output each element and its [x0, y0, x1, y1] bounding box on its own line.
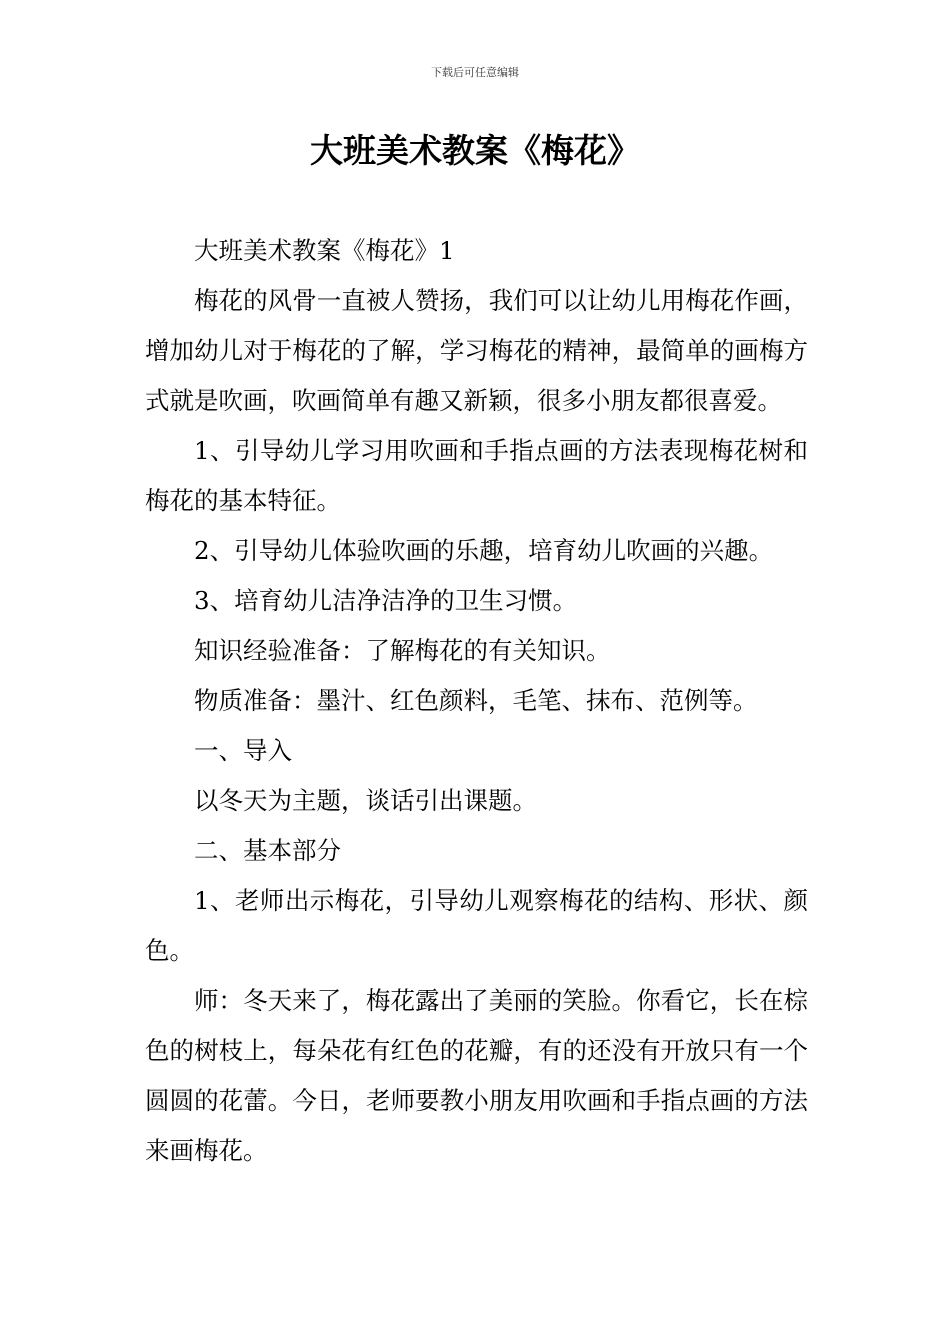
paragraph-intro-detail: 以冬天为主题，谈话引出课题。 [194, 786, 537, 815]
paragraph-knowledge-prep: 知识经验准备：了解梅花的有关知识。 [194, 636, 611, 665]
paragraph-goal-2: 2、引导幼儿体验吹画的乐趣，培育幼儿吹画的兴趣。 [194, 536, 774, 565]
paragraph-subtitle: 大班美术教案《梅花》1 [194, 236, 455, 265]
paragraph-teacher-dialogue: 师：冬天来了，梅花露出了美丽的笑脸。你看它，长在棕色的树枝上，每朵花有红色的花瓣，有的还没有开放只有一个圆圆的花蕾。今日，老师要教小朋友用吹画和手指点画的方法来画梅花。 [145, 986, 808, 1165]
paragraph-goal-1: 1、引导幼儿学习用吹画和手指点画的方法表现梅花树和梅花的基本特征。 [145, 436, 808, 515]
section-heading-main: 二、基本部分 [194, 836, 341, 865]
paragraph-intro: 梅花的风骨一直被人赞扬，我们可以让幼儿用梅花作画，增加幼儿对于梅花的了解，学习梅花的精神，最简单的画梅方式就是吹画，吹画简单有趣又新颖，很多小朋友都很喜爱。 [145, 286, 808, 415]
paragraph-step-1: 1、老师出示梅花，引导幼儿观察梅花的结构、形状、颜色。 [145, 886, 808, 965]
header-note: 下载后可任意编辑 [431, 66, 519, 79]
paragraph-goal-3: 3、培育幼儿洁净洁净的卫生习惯。 [194, 586, 578, 615]
document-body [145, 226, 808, 1176]
document-title: 大班美术教案《梅花》 [310, 131, 640, 170]
section-heading-intro: 一、导入 [194, 736, 292, 765]
paragraph-material-prep: 物质准备：墨汁、红色颜料，毛笔、抹布、范例等。 [194, 686, 758, 715]
